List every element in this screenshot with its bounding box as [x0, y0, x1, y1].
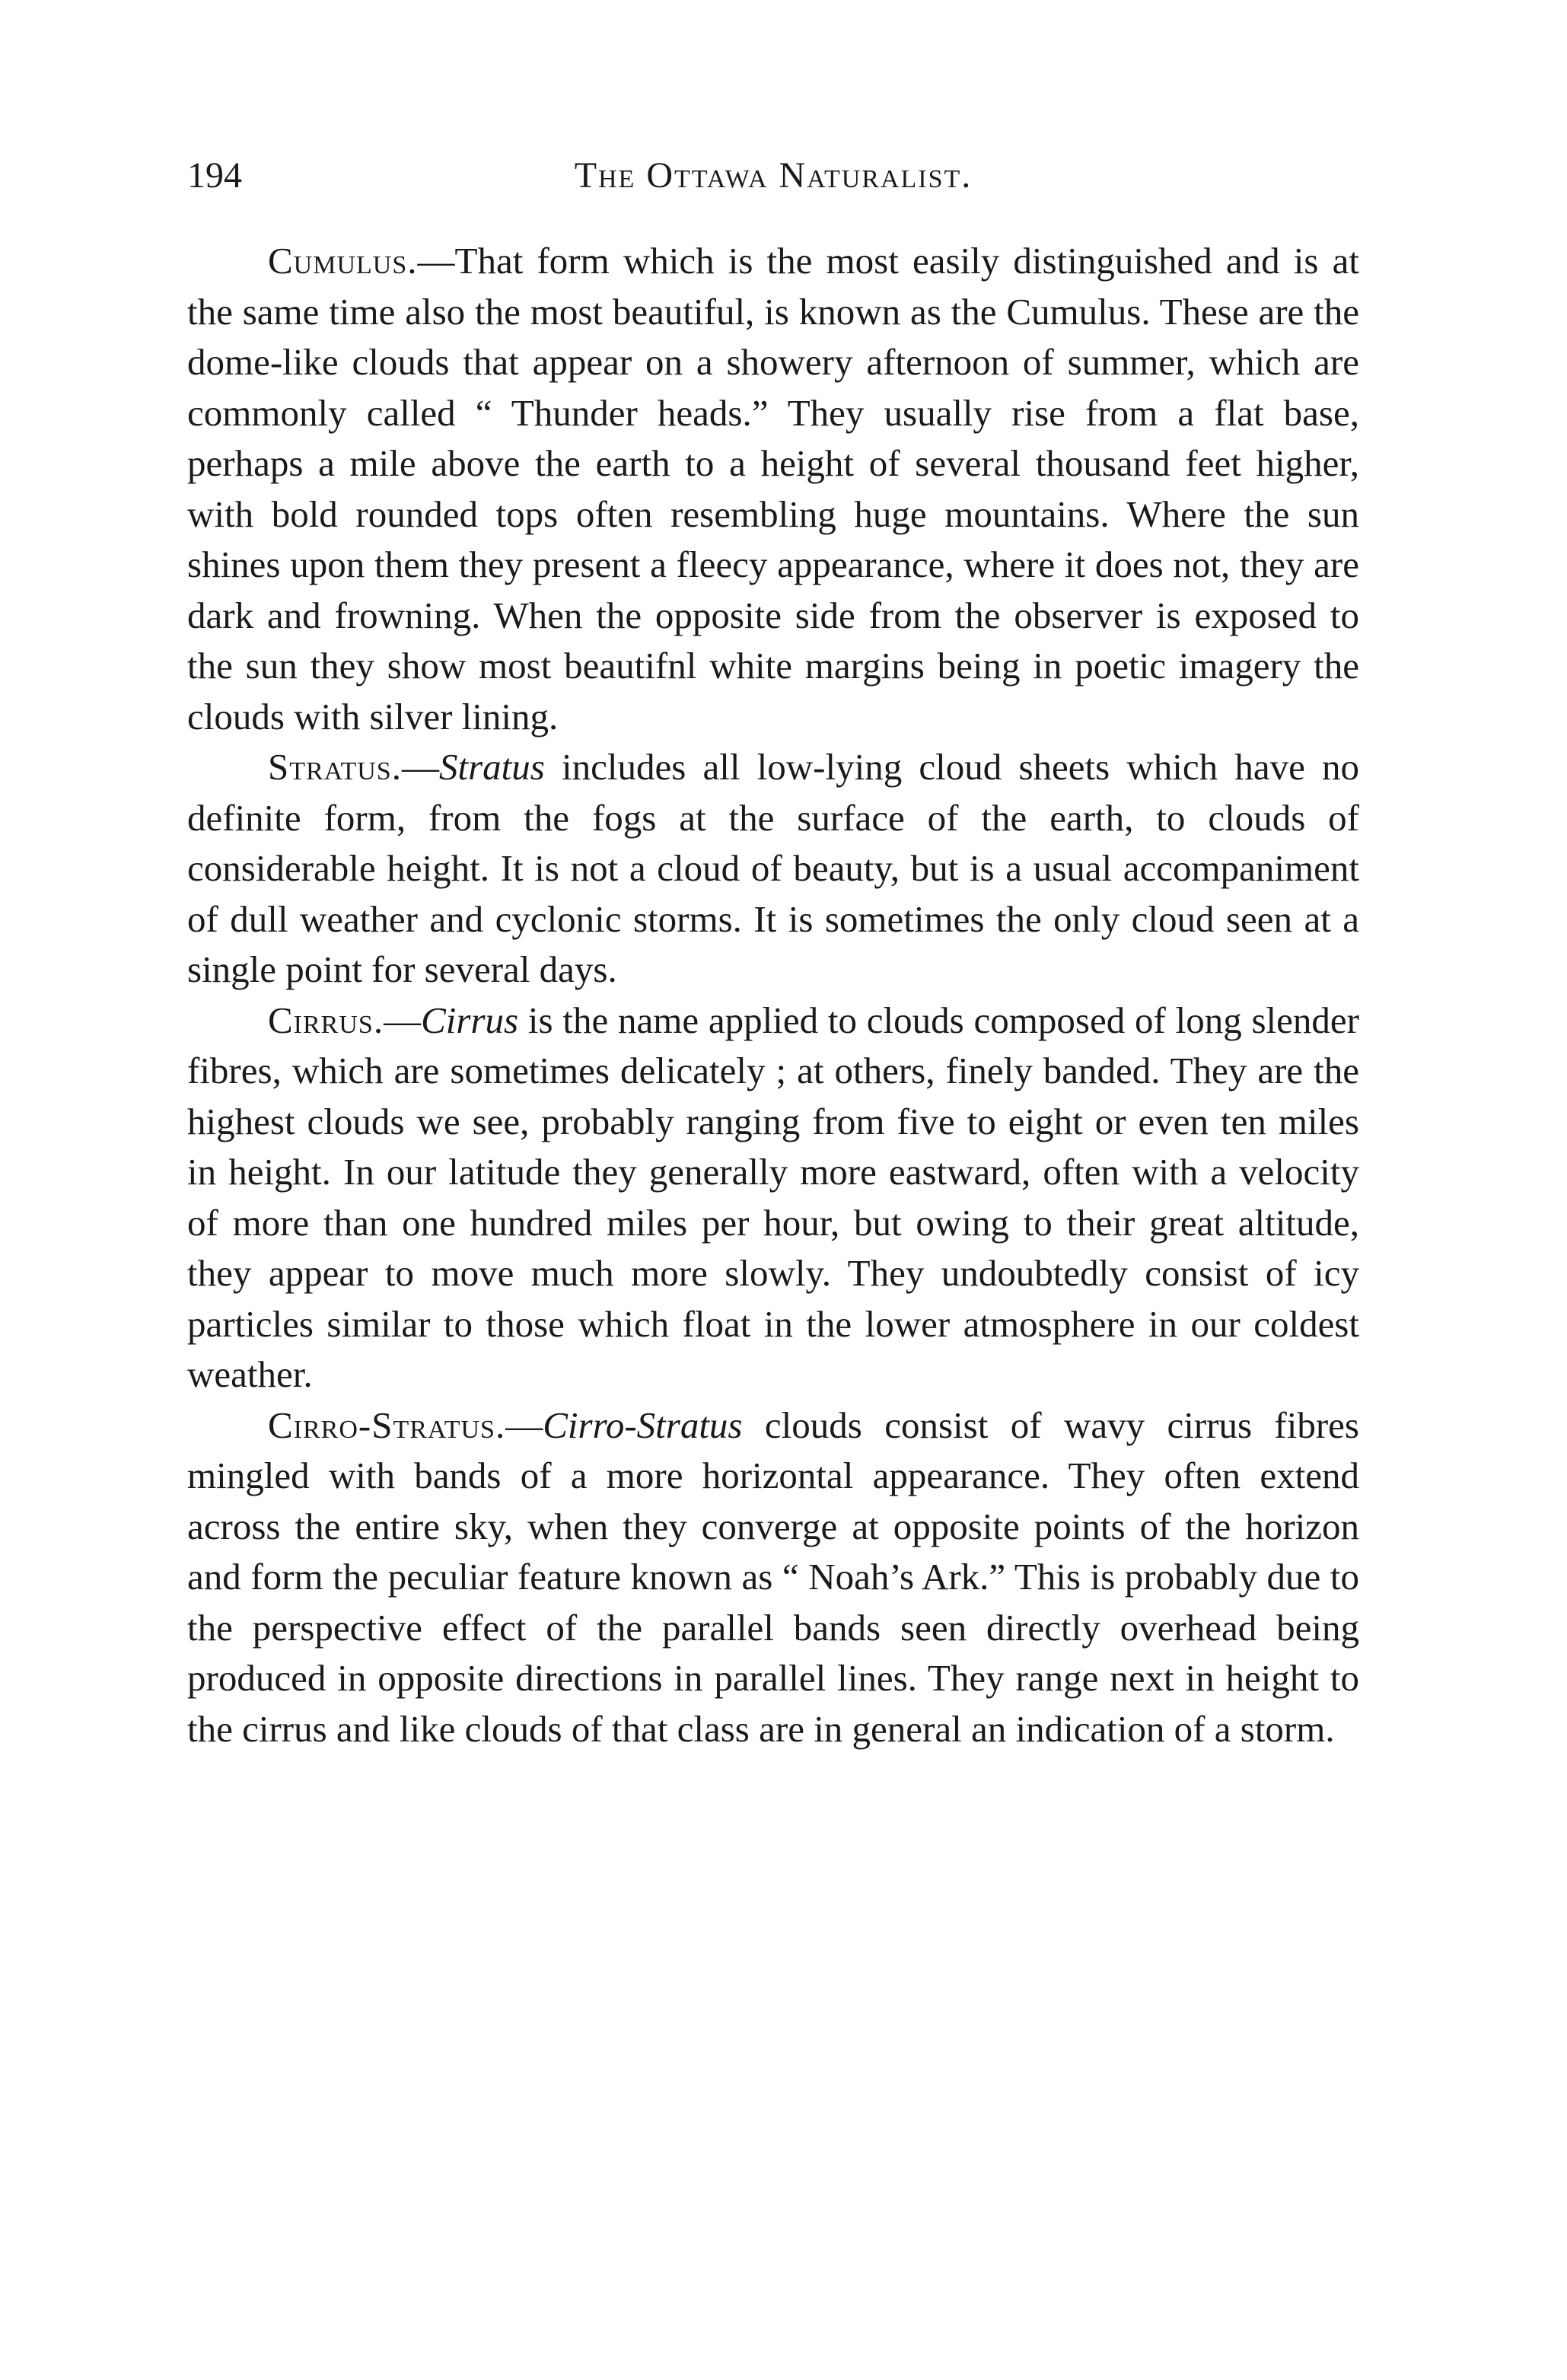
term-italic: Stratus — [438, 746, 545, 788]
term-italic: Cirro-Stratus — [543, 1403, 743, 1446]
page-header — [187, 149, 1359, 202]
paragraph-cirrus — [187, 996, 1359, 1400]
em-dash: — — [417, 240, 455, 282]
paragraph-text: clouds consist of wavy cirrus fibres mingled with bands of a more horizontal appearance. They often extend across the entire sky, when they converge at opposite points of the horizon and form the peculiar feature known as “ Noah’s Ark.” This is probably due to the perspective effect of the parallel bands seen directly overhead being produced in opposite directions in parallel lines. They range next in height to the cirrus and like clouds of that class are in general an indication of a storm. — [187, 1403, 1359, 1750]
em-dash: — — [505, 1403, 543, 1446]
paragraph-text: That form which is the most easily distinguished and is at the same time also the most beautiful, is known as the Cumulus. These are the dome-like clouds that appear on a showery afternoon of summer, which are commonly called “ Thunder heads.” They usually rise from a flat base, perhaps a mile above the earth to a height of several thousand feet higher, with bold rounded tops often resembling huge mountains. Where the sun shines upon them they present a fleecy appearance, where it does not, they are dark and frowning. When the opposite side from the observer is exposed to the sun they show most beautifnl white margins being in poetic imagery the clouds with silver lining. — [187, 240, 1359, 738]
running-title: The Ottawa Naturalist. — [574, 155, 973, 196]
paragraph-text: is the name applied to clouds composed of long slender fibres, which are sometimes delicately ; at others, finely banded. They are the highest clouds we see, probably ranging from five to eight or even ten miles in height. In our latitude they generally more eastward, often with a velocity of more than one hundred miles per hour, but owing to their great altitude, they appear to move much more slowly. They undoubtedly consist of icy particles similar to those which float in the lower atmosphere in our coldest weather. — [187, 999, 1359, 1395]
em-dash: — — [401, 746, 439, 788]
paragraph-stratus — [187, 742, 1359, 996]
paragraph-cirro-stratus — [187, 1400, 1359, 1755]
section-heading: Cirro-Stratus. — [268, 1403, 506, 1446]
page-number: 194 — [187, 155, 242, 196]
term-italic: Cirrus — [421, 999, 519, 1041]
section-heading: Stratus. — [268, 746, 402, 788]
section-heading: Cirrus. — [268, 999, 384, 1041]
section-heading: Cumulus. — [268, 240, 418, 282]
paragraph-text: includes all low-lying cloud sheets which have no definite form, from the fogs at the surface of the earth, to clouds of considerable height. It is not a cloud of beauty, but is a usual accompaniment of dull weather and cyclonic storms. It is sometimes the only cloud seen at a single point for several days. — [187, 746, 1359, 990]
em-dash: — — [384, 999, 422, 1041]
paragraph-cumulus — [187, 236, 1359, 742]
article-body — [187, 236, 1359, 1754]
